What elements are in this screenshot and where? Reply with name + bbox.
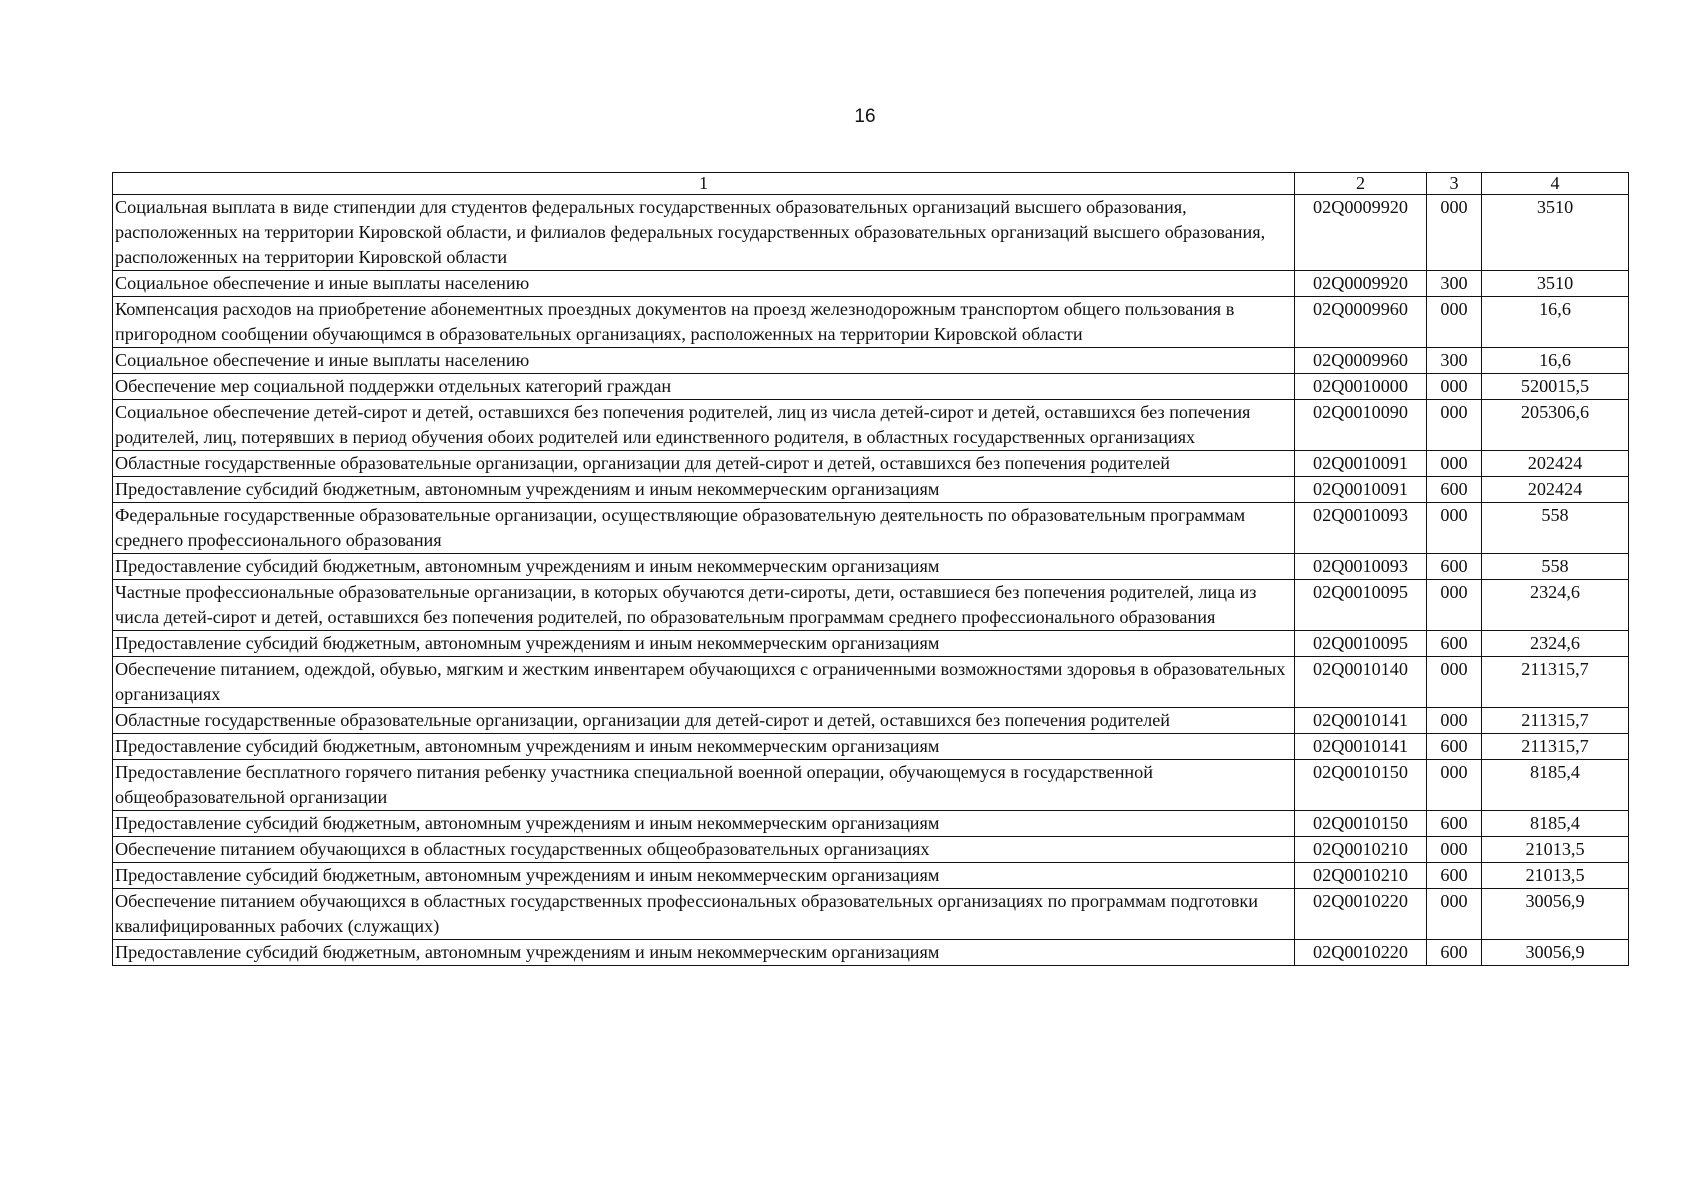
header-col-2: 2 bbox=[1295, 173, 1427, 195]
table-row bbox=[113, 708, 1629, 734]
row-name-cell: Областные государственные образовательные организации, организации для детей-сирот и детей, оставшихся без попечения родителей bbox=[113, 451, 1295, 477]
row-amount-cell: 8185,4 bbox=[1482, 811, 1629, 837]
row-amount-cell: 558 bbox=[1482, 554, 1629, 580]
row-name-cell: Предоставление субсидий бюджетным, автономным учреждениям и иным некоммерческим организациям bbox=[113, 811, 1295, 837]
table-row bbox=[113, 863, 1629, 889]
row-name-cell: Предоставление бесплатного горячего питания ребенку участника специальной военной операции, обучающемуся в государственной общеобразовательной организации bbox=[113, 760, 1295, 811]
row-amount-cell: 202424 bbox=[1482, 451, 1629, 477]
table-row bbox=[113, 580, 1629, 631]
row-code-cell: 02Q0010093 bbox=[1295, 554, 1427, 580]
row-expense-type-cell: 000 bbox=[1427, 195, 1482, 271]
row-name-cell: Предоставление субсидий бюджетным, автономным учреждениям и иным некоммерческим организациям bbox=[113, 734, 1295, 760]
row-expense-type-cell: 000 bbox=[1427, 297, 1482, 348]
table-row bbox=[113, 451, 1629, 477]
table-row bbox=[113, 657, 1629, 708]
row-amount-cell: 3510 bbox=[1482, 271, 1629, 297]
row-expense-type-cell: 000 bbox=[1427, 837, 1482, 863]
row-amount-cell: 205306,6 bbox=[1482, 400, 1629, 451]
row-amount-cell: 2324,6 bbox=[1482, 631, 1629, 657]
row-expense-type-cell: 300 bbox=[1427, 271, 1482, 297]
row-name-cell: Социальное обеспечение детей-сирот и детей, оставшихся без попечения родителей, лиц из числа детей-сирот и детей, оставшихся без попечения родителей, лиц, потерявших в период обучения обоих родителей или единственного родителя, в областных государственных организациях bbox=[113, 400, 1295, 451]
row-expense-type-cell: 600 bbox=[1427, 554, 1482, 580]
row-code-cell: 02Q0010140 bbox=[1295, 657, 1427, 708]
row-amount-cell: 8185,4 bbox=[1482, 760, 1629, 811]
row-expense-type-cell: 300 bbox=[1427, 348, 1482, 374]
row-code-cell: 02Q0010090 bbox=[1295, 400, 1427, 451]
row-amount-cell: 211315,7 bbox=[1482, 708, 1629, 734]
row-name-cell: Областные государственные образовательные организации, организации для детей-сирот и детей, оставшихся без попечения родителей bbox=[113, 708, 1295, 734]
row-code-cell: 02Q0010091 bbox=[1295, 451, 1427, 477]
table-row bbox=[113, 940, 1629, 966]
row-amount-cell: 520015,5 bbox=[1482, 374, 1629, 400]
row-name-cell: Компенсация расходов на приобретение абонементных проездных документов на проезд железнодорожным транспортом общего пользования в пригородном сообщении обучающимся в образовательных организациях, расположенных на территории Кировской области bbox=[113, 297, 1295, 348]
table-row bbox=[113, 889, 1629, 940]
row-name-cell: Предоставление субсидий бюджетным, автономным учреждениям и иным некоммерческим организациям bbox=[113, 940, 1295, 966]
row-amount-cell: 211315,7 bbox=[1482, 734, 1629, 760]
table-row bbox=[113, 837, 1629, 863]
row-code-cell: 02Q0010210 bbox=[1295, 863, 1427, 889]
row-expense-type-cell: 000 bbox=[1427, 503, 1482, 554]
row-expense-type-cell: 000 bbox=[1427, 708, 1482, 734]
row-expense-type-cell: 000 bbox=[1427, 657, 1482, 708]
table-row bbox=[113, 195, 1629, 271]
row-name-cell: Социальная выплата в виде стипендии для студентов федеральных государственных образовательных организаций высшего образования, расположенных на территории Кировской области, и филиалов федеральных государственных образовательных организаций высшего образования, расположенных на территории Кировской области bbox=[113, 195, 1295, 271]
row-code-cell: 02Q0010220 bbox=[1295, 940, 1427, 966]
row-expense-type-cell: 600 bbox=[1427, 477, 1482, 503]
row-code-cell: 02Q0010141 bbox=[1295, 734, 1427, 760]
row-code-cell: 02Q0010150 bbox=[1295, 760, 1427, 811]
row-code-cell: 02Q0010000 bbox=[1295, 374, 1427, 400]
row-code-cell: 02Q0010095 bbox=[1295, 631, 1427, 657]
row-expense-type-cell: 600 bbox=[1427, 734, 1482, 760]
page-number: 16 bbox=[854, 106, 876, 127]
row-code-cell: 02Q0009960 bbox=[1295, 348, 1427, 374]
row-expense-type-cell: 000 bbox=[1427, 400, 1482, 451]
row-amount-cell: 16,6 bbox=[1482, 297, 1629, 348]
row-expense-type-cell: 600 bbox=[1427, 940, 1482, 966]
row-amount-cell: 3510 bbox=[1482, 195, 1629, 271]
table-row bbox=[113, 734, 1629, 760]
table-row bbox=[113, 760, 1629, 811]
table-row bbox=[113, 503, 1629, 554]
row-amount-cell: 21013,5 bbox=[1482, 837, 1629, 863]
row-code-cell: 02Q0009960 bbox=[1295, 297, 1427, 348]
row-name-cell: Предоставление субсидий бюджетным, автономным учреждениям и иным некоммерческим организациям bbox=[113, 631, 1295, 657]
row-name-cell: Федеральные государственные образовательные организации, осуществляющие образовательную деятельность по образовательным программам среднего профессионального образования bbox=[113, 503, 1295, 554]
header-col-3: 3 bbox=[1427, 173, 1482, 195]
row-code-cell: 02Q0009920 bbox=[1295, 271, 1427, 297]
row-name-cell: Обеспечение питанием обучающихся в областных государственных общеобразовательных организациях bbox=[113, 837, 1295, 863]
row-code-cell: 02Q0010095 bbox=[1295, 580, 1427, 631]
row-amount-cell: 16,6 bbox=[1482, 348, 1629, 374]
row-amount-cell: 211315,7 bbox=[1482, 657, 1629, 708]
table-row bbox=[113, 400, 1629, 451]
table-row bbox=[113, 348, 1629, 374]
row-code-cell: 02Q0010210 bbox=[1295, 837, 1427, 863]
header-col-1: 1 bbox=[113, 173, 1295, 195]
table-row bbox=[113, 271, 1629, 297]
row-code-cell: 02Q0009920 bbox=[1295, 195, 1427, 271]
table-row bbox=[113, 297, 1629, 348]
row-amount-cell: 30056,9 bbox=[1482, 940, 1629, 966]
row-expense-type-cell: 000 bbox=[1427, 580, 1482, 631]
row-name-cell: Социальное обеспечение и иные выплаты населению bbox=[113, 271, 1295, 297]
table-header bbox=[113, 173, 1629, 195]
row-code-cell: 02Q0010093 bbox=[1295, 503, 1427, 554]
row-name-cell: Частные профессиональные образовательные организации, в которых обучаются дети-сироты, дети, оставшиеся без попечения родителей, лица из числа детей-сирот и детей, оставшихся без попечения родителей, по образовательным программам среднего профессионального образования bbox=[113, 580, 1295, 631]
table-row bbox=[113, 554, 1629, 580]
row-name-cell: Предоставление субсидий бюджетным, автономным учреждениям и иным некоммерческим организациям bbox=[113, 863, 1295, 889]
row-name-cell: Обеспечение питанием, одеждой, обувью, мягким и жестким инвентарем обучающихся с ограниченными возможностями здоровья в образовательных организациях bbox=[113, 657, 1295, 708]
budget-table bbox=[112, 172, 1629, 966]
table-row bbox=[113, 374, 1629, 400]
row-expense-type-cell: 000 bbox=[1427, 451, 1482, 477]
row-name-cell: Обеспечение мер социальной поддержки отдельных категорий граждан bbox=[113, 374, 1295, 400]
row-expense-type-cell: 600 bbox=[1427, 631, 1482, 657]
row-name-cell: Предоставление субсидий бюджетным, автономным учреждениям и иным некоммерческим организациям bbox=[113, 554, 1295, 580]
table-body bbox=[113, 195, 1629, 966]
row-amount-cell: 558 bbox=[1482, 503, 1629, 554]
row-expense-type-cell: 000 bbox=[1427, 760, 1482, 811]
row-name-cell: Предоставление субсидий бюджетным, автономным учреждениям и иным некоммерческим организациям bbox=[113, 477, 1295, 503]
row-expense-type-cell: 000 bbox=[1427, 374, 1482, 400]
row-amount-cell: 30056,9 bbox=[1482, 889, 1629, 940]
row-expense-type-cell: 600 bbox=[1427, 863, 1482, 889]
row-name-cell: Социальное обеспечение и иные выплаты населению bbox=[113, 348, 1295, 374]
row-code-cell: 02Q0010141 bbox=[1295, 708, 1427, 734]
row-expense-type-cell: 000 bbox=[1427, 889, 1482, 940]
table-row bbox=[113, 477, 1629, 503]
header-col-4: 4 bbox=[1482, 173, 1629, 195]
header-row bbox=[113, 173, 1629, 195]
row-amount-cell: 21013,5 bbox=[1482, 863, 1629, 889]
row-code-cell: 02Q0010220 bbox=[1295, 889, 1427, 940]
row-name-cell: Обеспечение питанием обучающихся в областных государственных профессиональных образовательных организациях по программам подготовки квалифицированных рабочих (служащих) bbox=[113, 889, 1295, 940]
row-amount-cell: 202424 bbox=[1482, 477, 1629, 503]
row-code-cell: 02Q0010091 bbox=[1295, 477, 1427, 503]
table-row bbox=[113, 631, 1629, 657]
row-amount-cell: 2324,6 bbox=[1482, 580, 1629, 631]
row-expense-type-cell: 600 bbox=[1427, 811, 1482, 837]
row-code-cell: 02Q0010150 bbox=[1295, 811, 1427, 837]
table-row bbox=[113, 811, 1629, 837]
